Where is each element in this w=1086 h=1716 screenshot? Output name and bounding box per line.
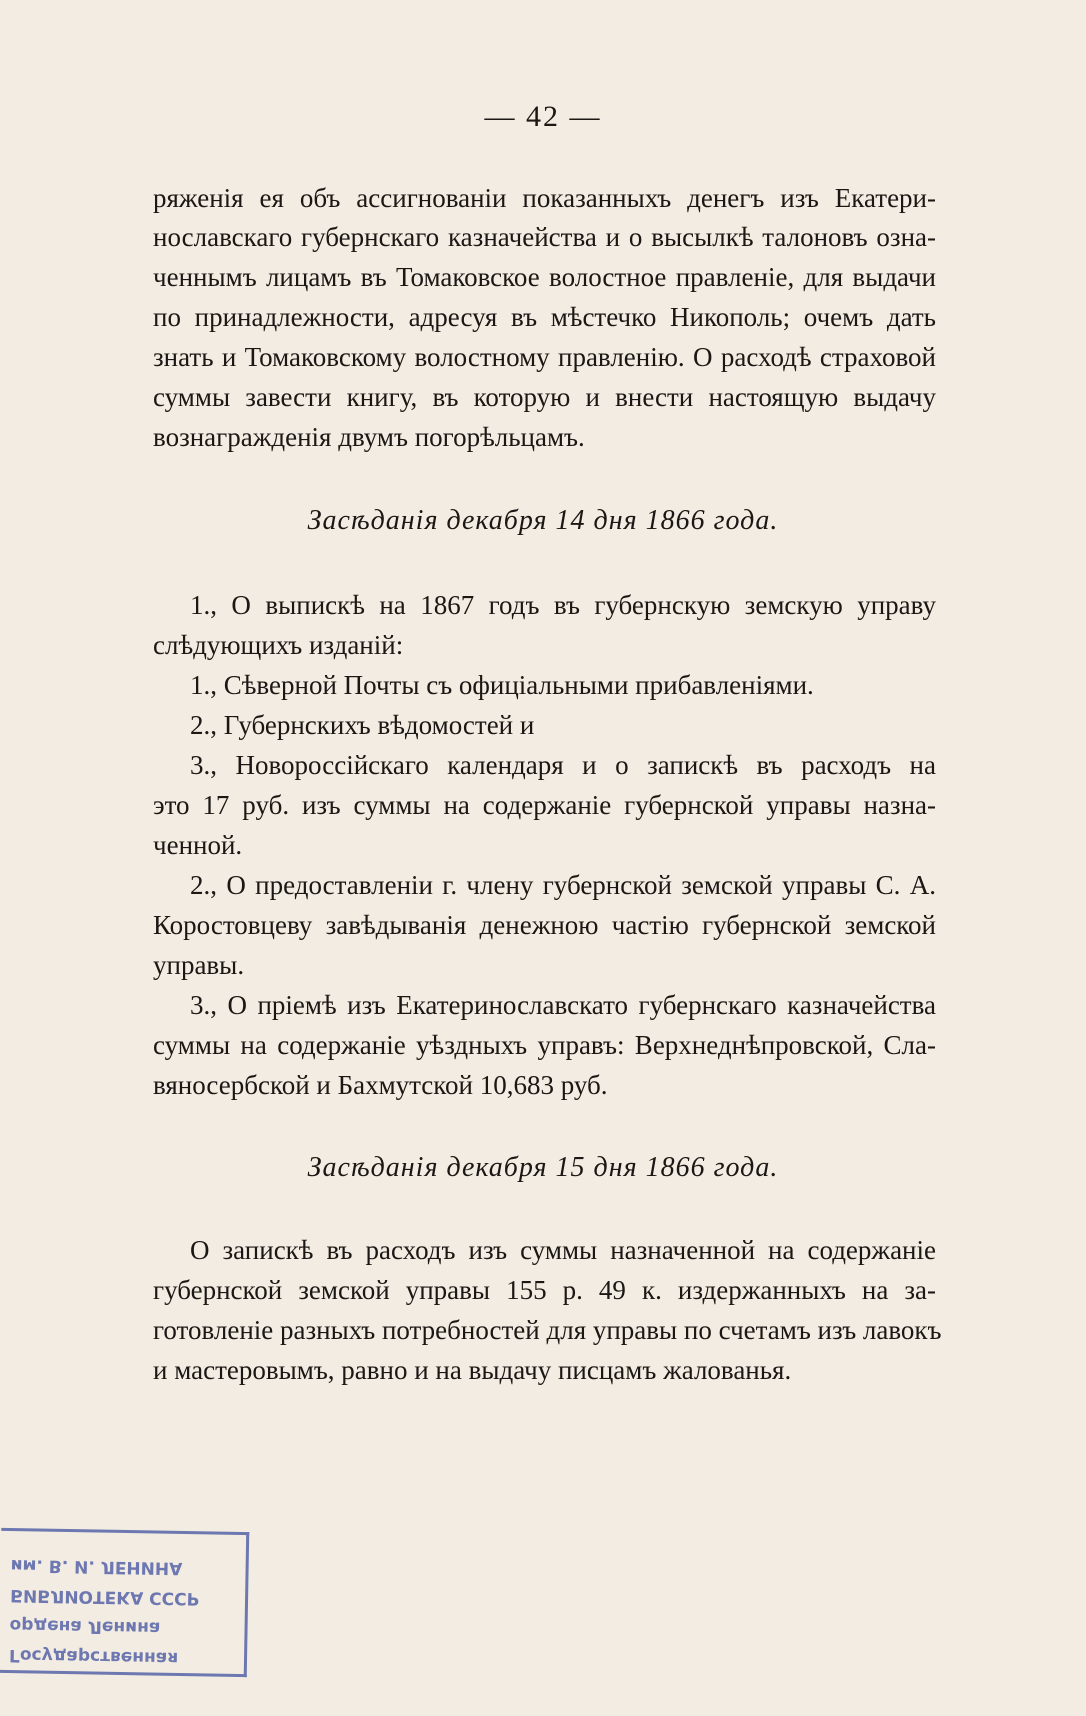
text-line: суммы на содержаніе уѣздныхъ управъ: Верхнеднѣпровской, Сла- xyxy=(153,1030,936,1060)
stamp-line: Государственная xyxy=(8,1645,179,1668)
text-line: 3., Новороссійскаго календаря и о запискѣ въ расходъ на xyxy=(190,750,936,780)
text-line: по принадлежности, адресуя въ мѣстечко Никополь; очемъ дать xyxy=(153,302,936,332)
stamp-line: ордена Ленина xyxy=(9,1615,161,1638)
text-line: вяносербской и Бахмутской 10,683 руб. xyxy=(153,1070,608,1100)
text-line: готовленіе разныхъ потребностей для управы по счетамъ изъ лавокъ xyxy=(153,1315,942,1345)
text-line: 1., О выпискѣ на 1867 годъ въ губернскую земскую управу xyxy=(190,590,936,620)
text-line: 2., Губернскихъ вѣдомостей и xyxy=(190,710,535,740)
text-line: 1., Сѣверной Почты съ офиціальными прибавленіями. xyxy=(190,670,814,700)
text-line: и мастеровымъ, равно и на выдачу писцамъ жалованья. xyxy=(153,1355,792,1385)
text-line: знать и Томаковскому волостному правленію. О расходѣ страховой xyxy=(153,342,936,372)
text-line: управы. xyxy=(153,950,245,980)
text-line: вознагражденія двумъ погорѣльцамъ. xyxy=(153,422,585,452)
text-line: 3., О пріемѣ изъ Екатеринославскато губернскаго казначейства xyxy=(190,990,936,1020)
section-heading: Засѣданія декабря 14 дня 1866 года. xyxy=(307,505,779,536)
text-line: слѣдующихъ изданій: xyxy=(153,630,404,660)
text-line: О запискѣ въ расходъ изъ суммы назначенной на содержаніе xyxy=(190,1235,936,1265)
text-line: Коростовцеву завѣдыванія денежною частію губернской земской xyxy=(153,910,936,940)
stamp-line: БИБЛИОТЕКА СССР xyxy=(9,1585,200,1609)
text-line: губернской земской управы 155 р. 49 к. издержанныхъ на за- xyxy=(153,1275,936,1305)
stamp-line: им. В. И. ЛЕНИНА xyxy=(10,1555,183,1579)
section-heading: Засѣданія декабря 15 дня 1866 года. xyxy=(307,1152,779,1183)
library-stamp xyxy=(0,1528,249,1677)
text-line: ченнымъ лицамъ въ Томаковское волостное правленіе, для выдачи xyxy=(153,262,936,292)
text-line: ченной. xyxy=(153,830,243,860)
text-line: это 17 руб. изъ суммы на содержаніе губернской управы назна- xyxy=(153,790,936,820)
text-line: суммы завести книгу, въ которую и внести настоящую выдачу xyxy=(153,382,936,412)
text-line: ряженія ея объ ассигнованіи показанныхъ денегъ изъ Екатери- xyxy=(153,183,936,213)
page-number: — 42 — xyxy=(484,100,602,133)
text-line: 2., О предоставленіи г. члену губернской земской управы С. А. xyxy=(190,870,936,900)
text-line: нославскаго губернскаго казначейства и о высылкѣ талоновъ озна- xyxy=(153,222,936,252)
